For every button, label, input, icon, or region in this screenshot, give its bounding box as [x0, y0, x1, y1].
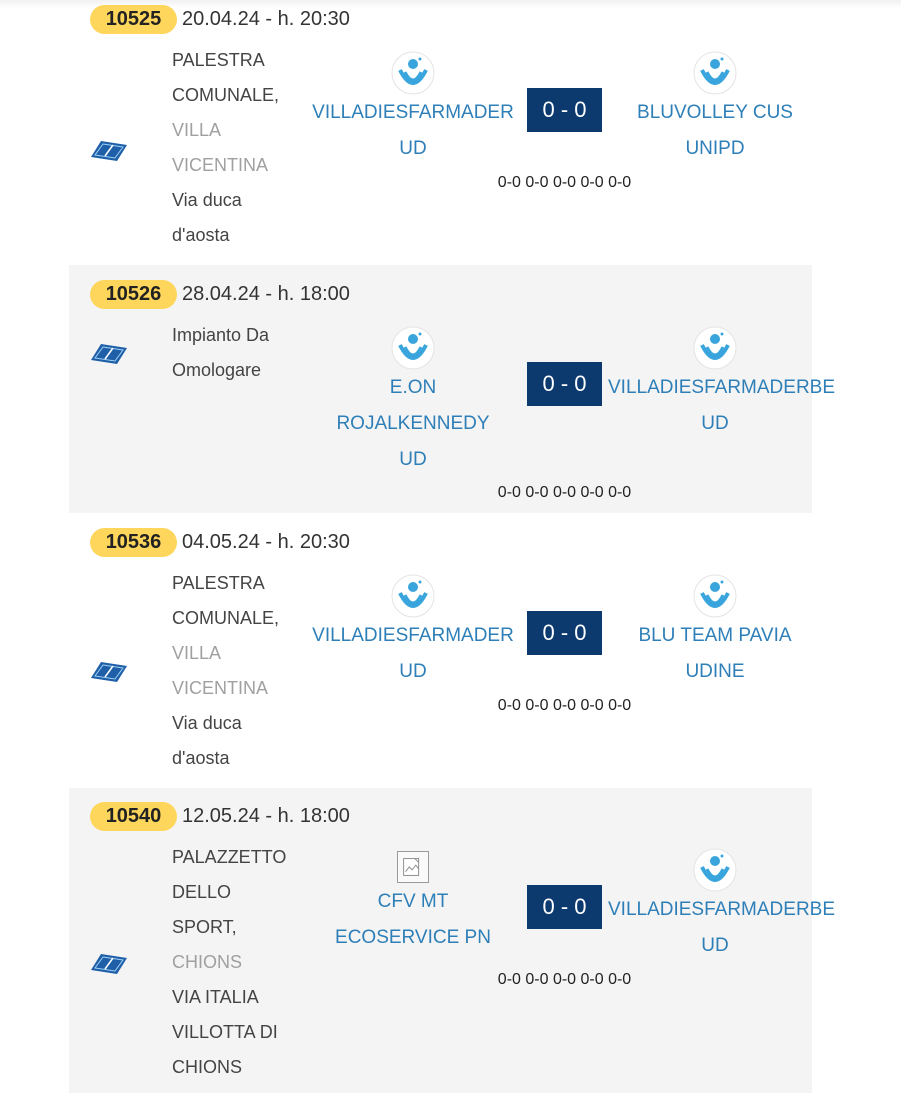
venue-name-line: SPORT,: [172, 917, 237, 937]
venue-name-line: Impianto Da: [172, 325, 270, 345]
home-team-name[interactable]: [306, 95, 520, 167]
volleyball-logo-icon[interactable]: [692, 50, 738, 96]
broken-image-icon[interactable]: [397, 851, 429, 883]
away-team-line: UD: [701, 413, 729, 434]
venue-block: [172, 43, 307, 253]
away-team-line: VILLADIESFARMADERBE: [608, 899, 836, 920]
away-team-line: BLUVOLLEY CUS: [637, 102, 793, 123]
match-datetime: 12.05.24 - h. 18:00: [182, 805, 350, 827]
away-team-name[interactable]: [608, 892, 836, 964]
volleyball-court-icon: [91, 660, 127, 684]
home-team-name[interactable]: [306, 370, 520, 478]
venue-block: [172, 840, 307, 1085]
volleyball-logo-icon[interactable]: [692, 325, 738, 371]
venue-name-line: Omologare: [172, 360, 262, 380]
venue-city-line: VICENTINA: [172, 678, 269, 698]
venue-address-line: d'aosta: [172, 225, 230, 245]
match-datetime: 04.05.24 - h. 20:30: [182, 531, 350, 553]
match-number-badge: 10526: [90, 280, 177, 309]
home-team-line: UD: [399, 661, 427, 682]
match-number-badge: 10536: [90, 528, 177, 557]
home-team-line: VILLADIESFARMADER: [312, 625, 514, 646]
set-scores: 0-0 0-0 0-0 0-0 0-0: [497, 697, 632, 714]
venue-address-line: Via duca: [172, 190, 242, 210]
home-team-line: VILLADIESFARMADER: [312, 102, 514, 123]
match-card[interactable]: [69, 788, 836, 1093]
volleyball-logo-icon[interactable]: [390, 573, 436, 619]
away-team-name[interactable]: [608, 618, 822, 690]
volleyball-logo-icon[interactable]: [390, 50, 436, 96]
score-box: 0 - 0: [527, 362, 602, 406]
home-team-line: ROJALKENNEDY: [336, 413, 490, 434]
away-team-line: VILLADIESFARMADERBE: [608, 377, 836, 398]
venue-block: [172, 566, 307, 776]
home-team-line: CFV MT: [377, 891, 449, 912]
venue-city-line: VICENTINA: [172, 155, 269, 175]
venue-address-line: d'aosta: [172, 748, 230, 768]
away-team-line: UDINE: [685, 661, 745, 682]
volleyball-logo-icon[interactable]: [692, 847, 738, 893]
set-scores: 0-0 0-0 0-0 0-0 0-0: [497, 174, 632, 191]
venue-block: [172, 318, 307, 388]
venue-address-line: VILLOTTA DI: [172, 1022, 278, 1042]
venue-address-line: VIA ITALIA: [172, 987, 259, 1007]
match-number-badge: 10540: [90, 802, 177, 831]
volleyball-court-icon: [91, 139, 127, 163]
match-card[interactable]: [69, 0, 812, 265]
home-team-line: UD: [399, 449, 427, 470]
venue-name-line: PALAZZETTO: [172, 847, 287, 867]
venue-name-line: PALESTRA: [172, 50, 265, 70]
home-team-line: UD: [399, 138, 427, 159]
venue-city-line: VILLA: [172, 120, 222, 140]
volleyball-court-icon: [91, 342, 127, 366]
set-scores: 0-0 0-0 0-0 0-0 0-0: [497, 484, 632, 501]
match-card[interactable]: [69, 513, 812, 788]
home-team-line: E.ON: [389, 377, 437, 398]
score-box: 0 - 0: [527, 611, 602, 655]
home-team-name[interactable]: [306, 618, 520, 690]
set-scores: 0-0 0-0 0-0 0-0 0-0: [497, 971, 632, 988]
home-team-name[interactable]: [306, 884, 520, 956]
venue-name-line: COMUNALE,: [172, 85, 280, 105]
venue-name-line: DELLO: [172, 882, 232, 902]
away-team-line: UD: [701, 935, 729, 956]
match-datetime: 28.04.24 - h. 18:00: [182, 283, 350, 305]
score-box: 0 - 0: [527, 88, 602, 132]
match-card[interactable]: [69, 265, 836, 513]
volleyball-court-icon: [91, 952, 127, 976]
venue-city-line: VILLA: [172, 643, 222, 663]
match-datetime: 20.04.24 - h. 20:30: [182, 8, 350, 30]
away-team-line: UNIPD: [685, 138, 745, 159]
venue-address-line: CHIONS: [172, 1057, 243, 1077]
score-box: 0 - 0: [527, 885, 602, 929]
home-team-line: ECOSERVICE PN: [335, 927, 491, 948]
away-team-line: BLU TEAM PAVIA: [638, 625, 792, 646]
volleyball-logo-icon[interactable]: [692, 573, 738, 619]
away-team-name[interactable]: [608, 95, 822, 167]
away-team-name[interactable]: [608, 370, 836, 442]
venue-city-line: CHIONS: [172, 952, 243, 972]
venue-name-line: PALESTRA: [172, 573, 265, 593]
match-number-badge: 10525: [90, 5, 177, 34]
venue-address-line: Via duca: [172, 713, 242, 733]
venue-name-line: COMUNALE,: [172, 608, 280, 628]
volleyball-logo-icon[interactable]: [390, 325, 436, 371]
